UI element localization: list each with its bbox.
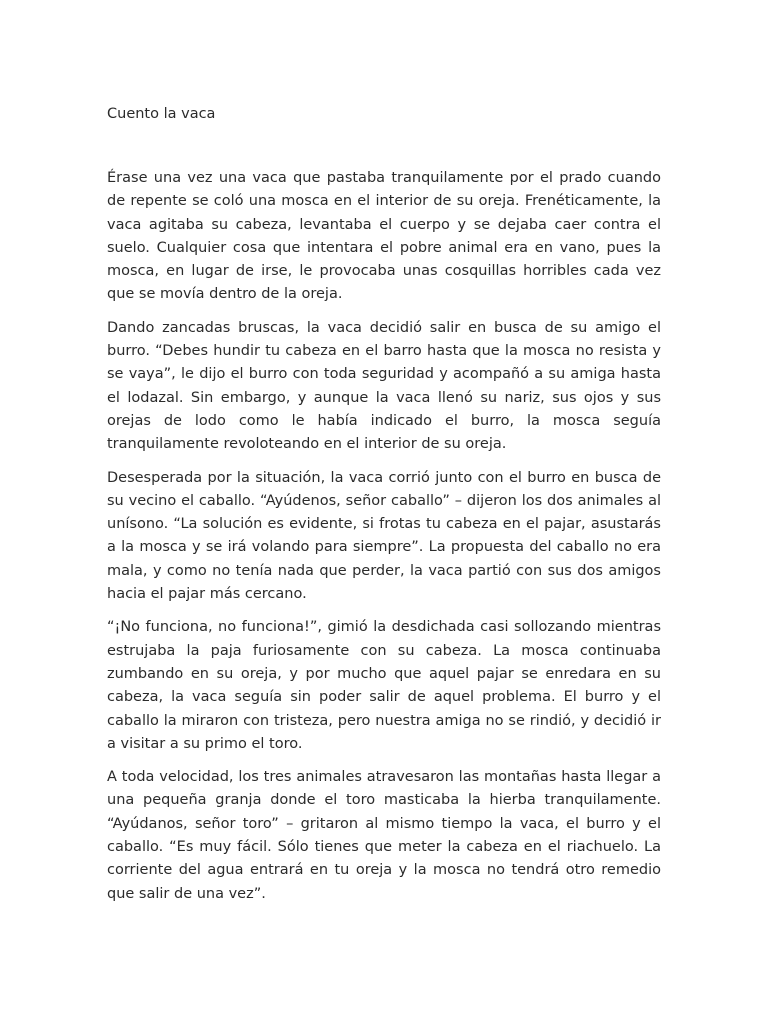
paragraph-3: Desesperada por la situación, la vaca corrió junto con el burro en busca de su vecino el caballo. “Ayúdenos, señor caballo” – dijeron los dos animales al unísono. “La solución es evidente, si frotas tu cabeza en el pajar, asustarás a la mosca y se irá volando para siempre”. La propuesta del caballo no era mala, y como no tenía nada que perder, la vaca partió con sus dos amigos hacia el pajar más cercano.	[107, 469, 661, 603]
paragraph-1: Érase una vez una vaca que pastaba tranquilamente por el prado cuando de repente se coló una mosca en el interior de su oreja. Frenéticamente, la vaca agitaba su cabeza, levantaba el cuerpo y se dejaba caer contra el suelo. Cualquier cosa que intentara el pobre animal era en vano, pues la mosca, en lugar de irse, le provocaba unas cosquillas horribles cada vez que se movía dentro de la oreja.	[107, 170, 661, 303]
paragraph-2: Dando zancadas bruscas, la vaca decidió salir en busca de su amigo el burro. “Debes hundir tu cabeza en el barro hasta que la mosca no resista y se vaya”, le dijo el burro con toda seguridad y acompañó a su amiga hasta el lodazal. Sin embargo, y aunque la vaca llenó su nariz, sus ojos y sus orejas de lodo como le había indicado el burro, la mosca seguía tranquilamente revoloteando en el interior de su oreja.	[107, 319, 661, 453]
paragraph-5: A toda velocidad, los tres animales atravesaron las montañas hasta llegar a una pequeña granja donde el toro masticaba la hierba tranquilamente. “Ayúdanos, señor toro” – gritaron al mismo tiempo la vaca, el burro y el caballo. “Es muy fácil. Sólo tienes que meter la cabeza en el riachuelo. La corriente del agua entrará en tu oreja y la mosca no tendrá otro remedio que salir de una vez”.	[107, 769, 661, 902]
document-title: Cuento la vaca	[107, 106, 216, 122]
paragraph-4: “¡No funciona, no funciona!”, gimió la desdichada casi sollozando mientras estrujaba la paja furiosamente con su cabeza. La mosca continuaba zumbando en su oreja, y por mucho que aquel pajar se enredara en su cabeza, la vaca seguía sin poder salir de aquel problema. El burro y el caballo la miraron con tristeza, pero nuestra amiga no se rindió, y decidió ir a visitar a su primo el toro.	[107, 619, 661, 752]
document-body	[107, 167, 661, 916]
